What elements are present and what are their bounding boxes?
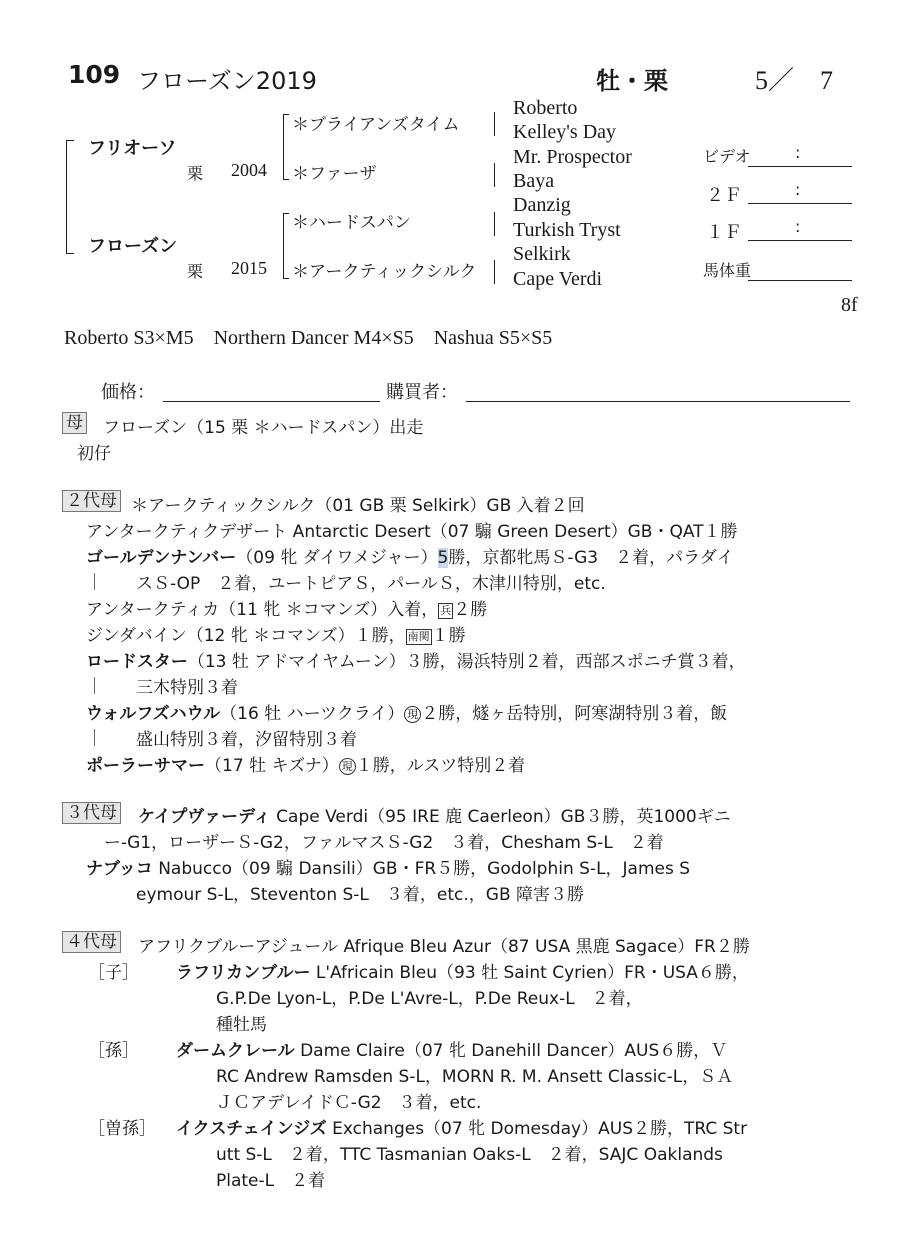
dam-record: フローズン（15 栗 ＊ハードスパン）出走 bbox=[103, 418, 424, 438]
third-dam-cont: ー-G1，ローザーＳ-G2，ファルマスＳ-G2 ３着，Chesham S-L ２着 bbox=[104, 833, 664, 853]
f1-colon: : bbox=[795, 217, 801, 236]
dam-section bbox=[62, 412, 87, 434]
g3-8: Cape Verdi bbox=[513, 268, 603, 290]
g2-dam-dam: ＊アークティックシルク bbox=[292, 262, 477, 282]
sd-produce-6-bar: ｜ bbox=[86, 729, 103, 749]
sd-produce-7: ポーラーサマー（17 牡 キズナ） 現 １勝，ルスツ特別２着 bbox=[86, 756, 526, 776]
second-dam-tag: ２代母 bbox=[62, 490, 121, 512]
f1-label: １Ｆ bbox=[706, 222, 742, 243]
third-dam-name: ケイプヴァーディ bbox=[138, 807, 271, 827]
g2-sire-dam: ＊ファーザ bbox=[292, 164, 377, 184]
child-line-1: ラフリカンブルー L'Africain Bleu（93 牡 Saint Cyrien）FR・USA６勝， bbox=[176, 963, 749, 983]
sd-produce-3: アンタークティカ（11 牝 ＊コマンズ）入着， 兵 ２勝 bbox=[86, 600, 488, 620]
active-mark: 現 bbox=[339, 758, 356, 775]
great-grandchild-line-3: Plate-L ２着 bbox=[216, 1171, 326, 1191]
second-dam-tag-wrap bbox=[62, 490, 121, 512]
sd-produce-4: ジンダバイン（12 牝 ＊コマンズ）１勝， 南関 １勝 bbox=[86, 626, 466, 646]
f2-label: ２Ｆ bbox=[706, 185, 742, 206]
price-label: 価格： bbox=[101, 382, 155, 403]
fourth-dam-tag-wrap bbox=[62, 931, 121, 953]
g2-dam-sire: ＊ハードスパン bbox=[292, 213, 411, 233]
buyer-label: 購買者： bbox=[386, 382, 458, 403]
sd-produce-2-cont: スＳ-OP ２着，ユートピアＳ，パールＳ，木津川特別，etc. bbox=[136, 574, 606, 594]
sire-color: 栗 bbox=[187, 164, 204, 183]
td-produce-1: ナブッコ Nabucco（09 騸 Dansili）GB・FR５勝，Godolphin S-L，James S bbox=[86, 859, 691, 879]
grandchild-line-2: RC Andrew Ramsden S-L，MORN R. M. Ansett Classic-L，ＳＡ bbox=[216, 1067, 734, 1087]
price-field[interactable] bbox=[163, 401, 380, 402]
dam-color: 栗 bbox=[187, 262, 204, 281]
buyer-field[interactable] bbox=[466, 401, 850, 402]
video-colon: : bbox=[795, 143, 801, 162]
g2-sire-sire: ＊ブライアンズタイム bbox=[292, 115, 460, 135]
inbreeding-line: Roberto S3×M5 Northern Dancer M4×S5 Nashua S5×S5 bbox=[64, 327, 553, 349]
sex-color: 牡・栗 bbox=[596, 67, 668, 95]
g3-6: Turkish Tryst bbox=[513, 219, 621, 241]
third-dam-head: ケイプヴァーディ Cape Verdi（95 IRE 鹿 Caerleon）GB３勝，英1000ギニ bbox=[138, 807, 731, 827]
sire-year: 2004 bbox=[231, 160, 267, 180]
dam-name: フローズン bbox=[88, 236, 178, 257]
sd-produce-5: ロードスター（13 牡 アドマイヤムーン）３勝，湯浜特別２着，西部スポニチ賞３着， bbox=[86, 652, 746, 672]
grandchild-line-1: ダームクレール Dame Claire（07 牝 Danehill Dancer）AUS６勝，Ｖ bbox=[176, 1041, 728, 1061]
dam-year: 2015 bbox=[231, 258, 267, 278]
foaling-date: 5／ 7 bbox=[755, 66, 834, 95]
child-line-2: G.P.De Lyon-L，P.De L'Avre-L，P.De Reux-L ２着， bbox=[216, 989, 643, 1009]
page-note: 8f bbox=[841, 294, 858, 316]
third-dam-tag-wrap bbox=[62, 802, 121, 824]
horse-name: フローズン2019 bbox=[137, 67, 317, 95]
sd-produce-7-name: ポーラーサマー bbox=[86, 756, 205, 776]
dam-tag: 母 bbox=[62, 412, 87, 434]
nankan-mark: 南関 bbox=[407, 630, 430, 643]
great-grandchild-line-1: イクスチェインジズ Exchanges（07 牝 Domesday）AUS２勝，TRC Str bbox=[176, 1119, 748, 1139]
sd-produce-5-bar: ｜ bbox=[86, 677, 103, 697]
g3-5: Danzig bbox=[513, 194, 571, 216]
g3-3: Mr. Prospector bbox=[513, 146, 632, 168]
dam-produce: 初仔 bbox=[77, 444, 111, 464]
g3-1: Roberto bbox=[513, 97, 578, 119]
sd-produce-1: アンタークティクデザート Antarctic Desert（07 騸 Green Desert）GB・QAT１勝 bbox=[86, 522, 738, 542]
grandchild-label: ［孫］ bbox=[88, 1041, 139, 1061]
child-line-3: 種牡馬 bbox=[216, 1015, 267, 1035]
sd-produce-6-name: ウォルフズハウル bbox=[86, 704, 221, 724]
grandchild-line-3: ＪＣアデレイドＣ-G2 ３着，etc. bbox=[216, 1093, 482, 1113]
second-dam-head: ＊アークティックシルク（01 GB 栗 Selkirk）GB 入着２回 bbox=[131, 496, 585, 516]
child-label: ［子］ bbox=[88, 963, 139, 983]
sd-produce-2-name: ゴールデンナンバー bbox=[86, 548, 237, 568]
hyogo-mark: 兵 bbox=[440, 604, 452, 617]
sd-produce-6-cont: 盛山特別３着，汐留特別３着 bbox=[136, 730, 357, 750]
grandchild-name: ダームクレール bbox=[176, 1041, 295, 1061]
td-produce-1-name: ナブッコ bbox=[86, 859, 153, 879]
g3-7: Selkirk bbox=[513, 243, 571, 265]
g3-4: Baya bbox=[513, 170, 555, 192]
sire-name: フリオーソ bbox=[88, 138, 177, 159]
third-dam-tag: ３代母 bbox=[62, 802, 121, 824]
weight-label: 馬体重 bbox=[703, 261, 752, 280]
great-grandchild-line-2: utt S-L ２着，TTC Tasmanian Oaks-L ２着，SAJC Oaklands bbox=[216, 1145, 723, 1165]
f2-colon: : bbox=[795, 180, 801, 199]
td-produce-1-cont: eymour S-L，Steventon S-L ３着，etc.，GB 障害３勝 bbox=[136, 885, 585, 905]
video-label: ビデオ bbox=[703, 147, 751, 166]
sd-produce-5-cont: 三木特別３着 bbox=[136, 678, 238, 698]
great-grandchild-label: ［曽孫］ bbox=[88, 1119, 156, 1139]
lot-number: 109 bbox=[68, 60, 121, 89]
great-grandchild-name: イクスチェインジズ bbox=[176, 1119, 327, 1139]
active-mark: 現 bbox=[404, 706, 421, 723]
sd-produce-5-name: ロードスター bbox=[86, 652, 188, 672]
sd-produce-2-bar: ｜ bbox=[86, 573, 103, 593]
child-name: ラフリカンブルー bbox=[176, 963, 311, 983]
fourth-dam-tag: ４代母 bbox=[62, 931, 121, 953]
win-count-highlight: 5 bbox=[437, 548, 449, 568]
sd-produce-2: ゴールデンナンバー（09 牝 ダイワメジャー）5勝，京都牝馬Ｓ-G3 ２着，パラダイ bbox=[86, 548, 734, 568]
g3-2: Kelley's Day bbox=[513, 121, 617, 143]
sd-produce-6: ウォルフズハウル（16 牡 ハーツクライ） 現 ２勝，燧ヶ岳特別，阿寒湖特別３着，飯 bbox=[86, 704, 728, 724]
fourth-dam-head: アフリクブルーアジュール Afrique Bleu Azur（87 USA 黒鹿 Sagace）FR２勝 bbox=[138, 937, 750, 957]
